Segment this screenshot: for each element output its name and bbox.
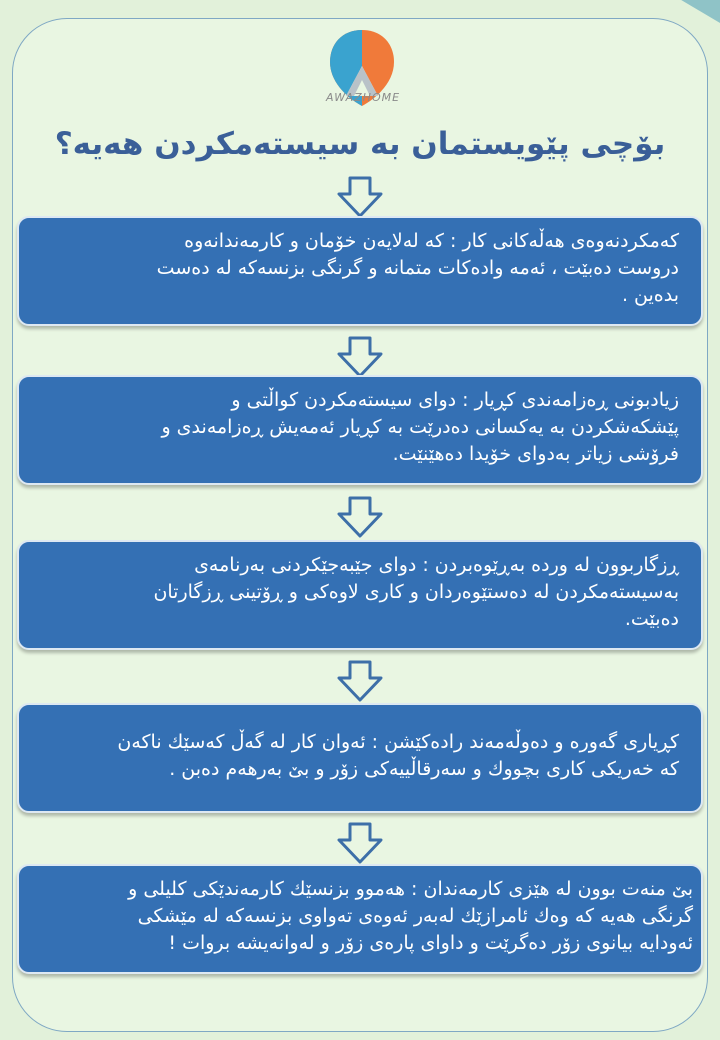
- step-line: پێشکەشکردن بە یەکسانی دەدرێت بە کڕیار ئەمەیش ڕەزامەندی و: [161, 416, 679, 438]
- logo-text: AWAZHOME: [325, 91, 401, 104]
- step-line: کەمکردنەوەی هەڵەکانی کار : کە لەلایەن خۆمان و کارمەندانەوە: [184, 230, 679, 252]
- step-line: فرۆشی زیاتر بەدوای خۆیدا دەهێنێت.: [392, 443, 679, 465]
- step-line: بەسیستەمکردن لە دەستێوەردان و کاری لاوەکی و ڕۆتینی ڕزگارتان: [153, 581, 679, 603]
- step-box-4: [17, 703, 703, 813]
- down-arrow-icon: [336, 496, 384, 538]
- step-line: دروست دەبێت ، ئەمە وادەکات متمانە و گرنگی بزنسەکە لە دەست: [156, 257, 679, 279]
- step-box-3: [17, 540, 703, 650]
- page-title: بۆچی پێویستمان بە سیستەمکردن هەیە؟: [54, 126, 666, 162]
- step-line: زیادبونی ڕەزامەندی کڕیار : دوای سیستەمکردن کواڵتی و: [231, 389, 679, 411]
- step-box-2: [17, 375, 703, 485]
- down-arrow-icon: [336, 660, 384, 702]
- step-line: بێ منەت بوون لە هێزی کارمەندان : هەموو بزنسێك کارمەندێکی کلیلی و: [128, 878, 693, 900]
- step-line: ڕزگاربوون لە وردە بەڕێوەبردن : دوای جێبەجێکردنی بەرنامەی: [194, 554, 679, 576]
- down-arrow-icon: [336, 336, 384, 378]
- step-line: بدەین .: [621, 284, 679, 306]
- step-line: کە خەریکی کاری بچووك و سەرقاڵییەکی زۆر و بێ بەرهەم دەبن .: [169, 758, 679, 780]
- step-line: دەبێت.: [624, 608, 679, 630]
- step-line: گرنگی هەیە کە وەك ئامرازێك لەبەر ئەوەی تەواوی بزنسەکە لە مێشکی: [137, 905, 693, 927]
- step-line: کڕیاری گەورە و دەوڵەمەند رادەکێشن : ئەوان کار لە گەڵ کەسێك ناکەن: [117, 731, 679, 753]
- step-line: ئەودایە بیانوی زۆر دەگرێت و داوای پارەی زۆر و لەوانەیشە بروات !: [168, 932, 693, 954]
- step-box-5: [17, 864, 703, 974]
- down-arrow-icon: [336, 176, 384, 218]
- down-arrow-icon: [336, 822, 384, 864]
- step-box-1: [17, 216, 703, 326]
